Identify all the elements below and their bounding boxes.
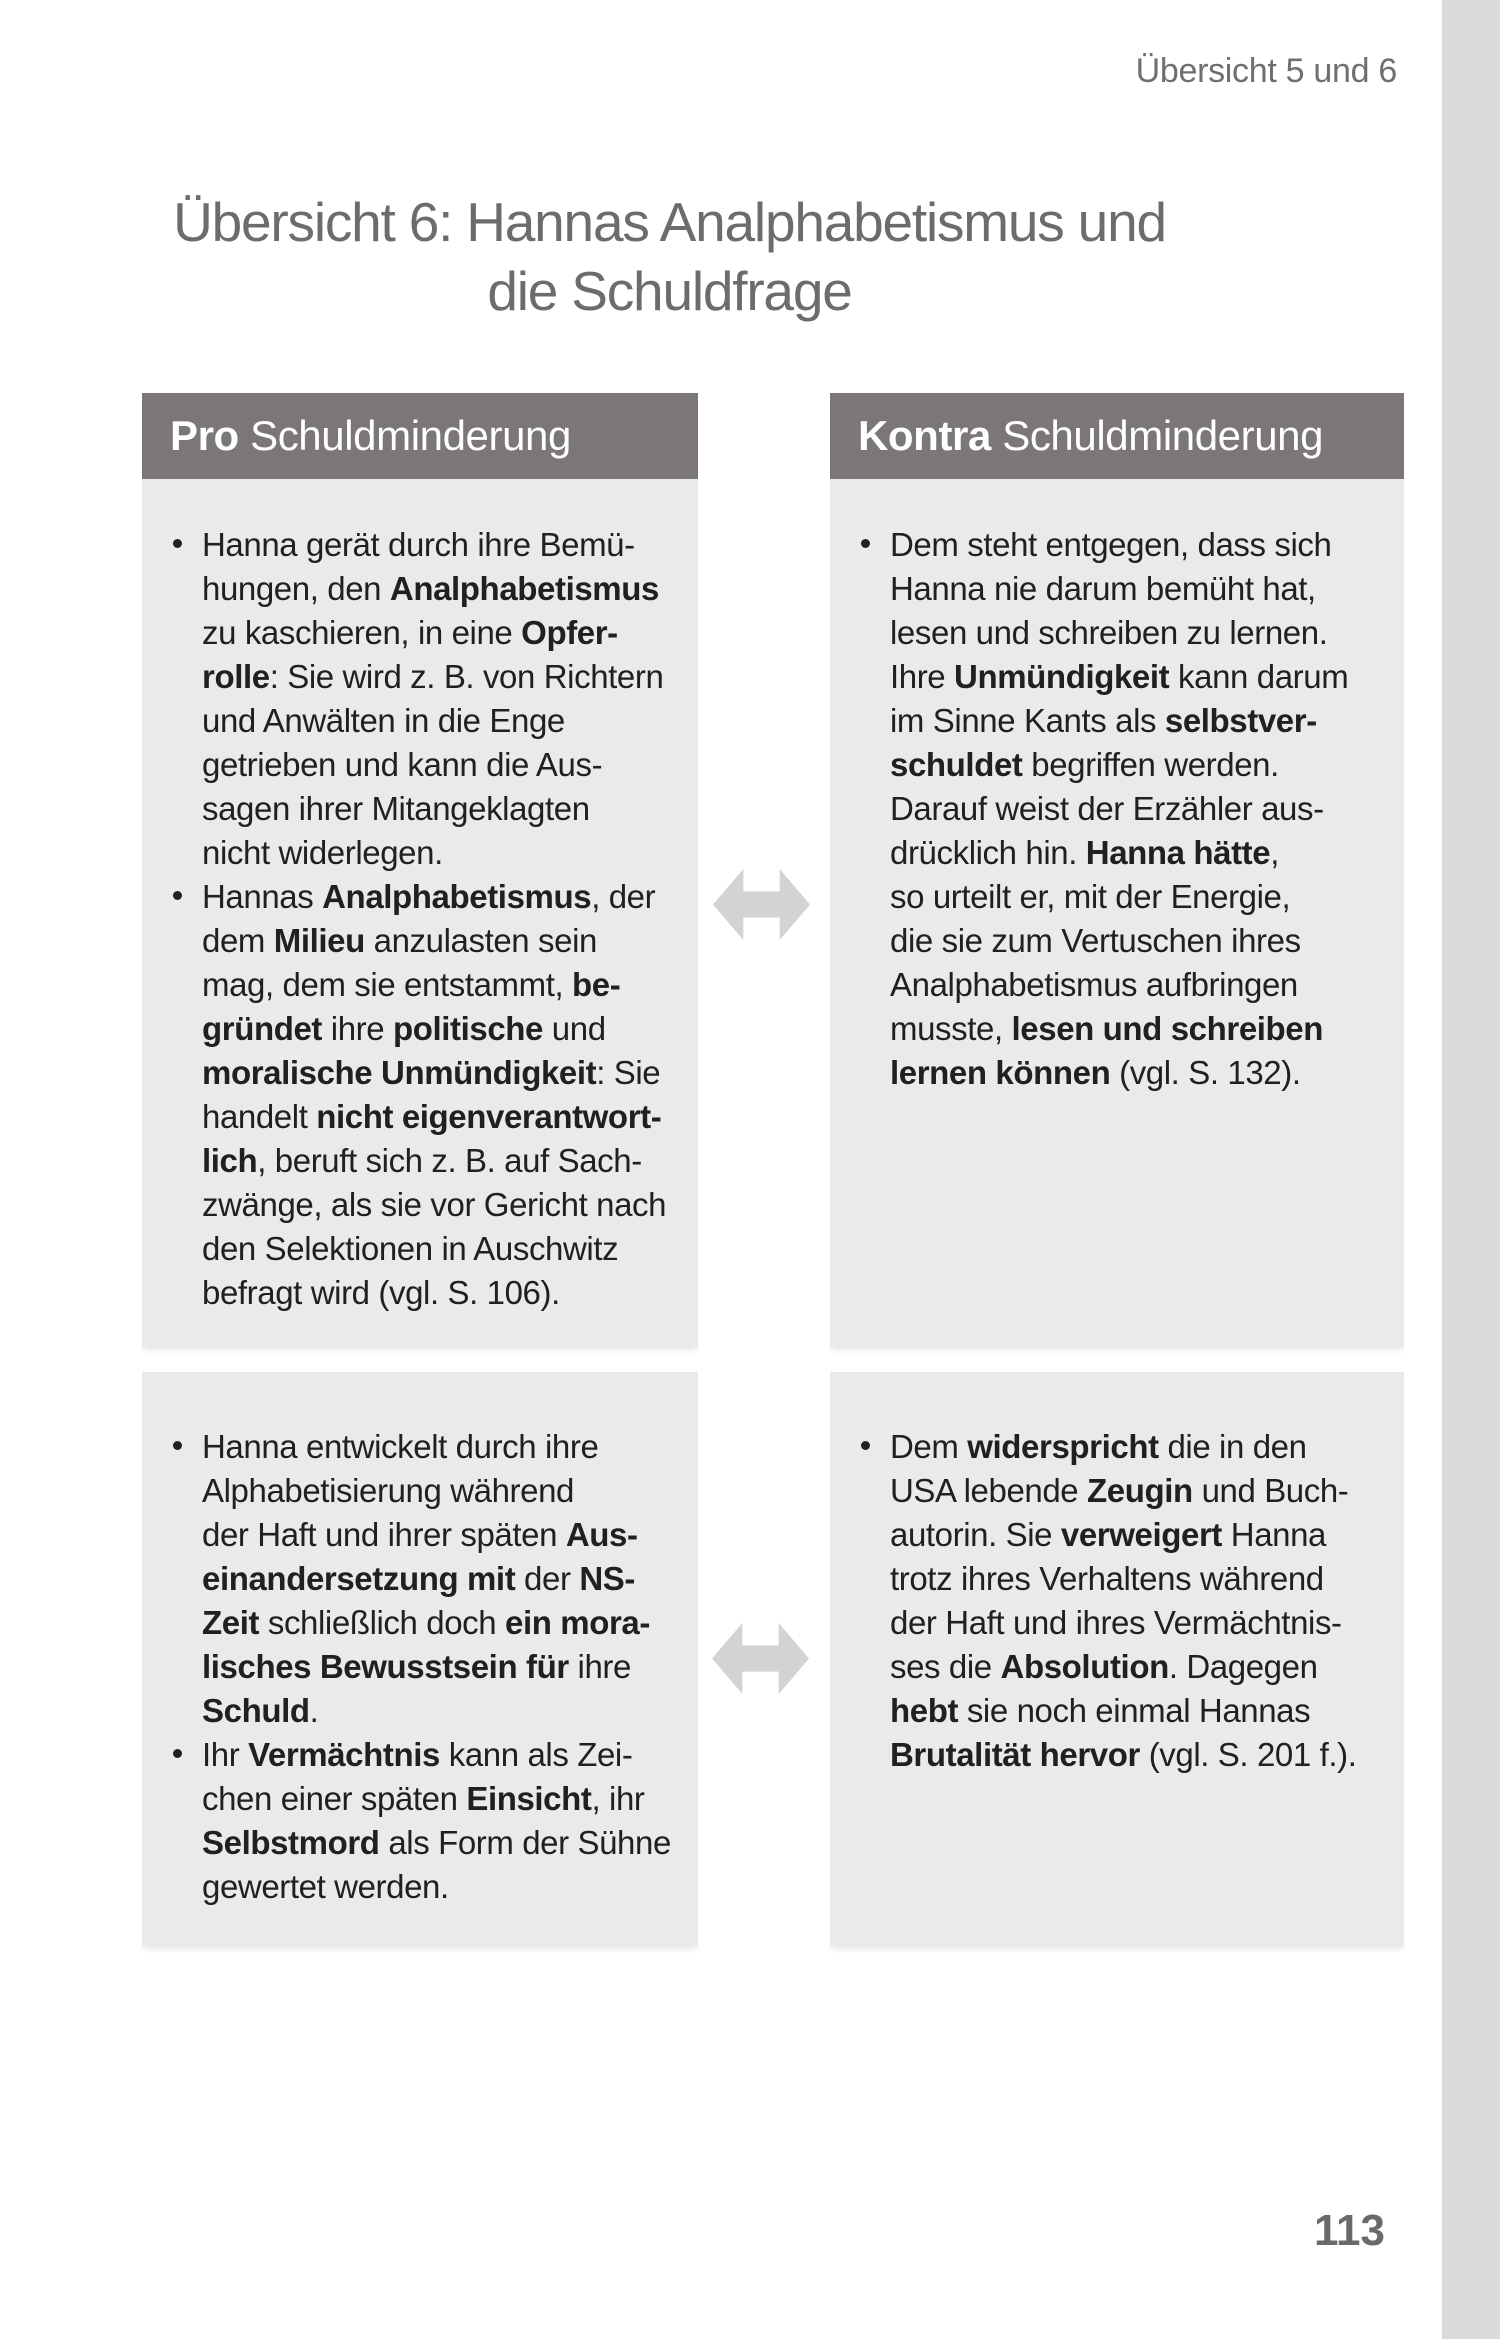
bullet-item: Ihr Vermächtnis kann als Zei- chen einer späten Einsicht, ihr Selbstmord als Form der Sühne gewertet werden. — [170, 1733, 684, 1909]
pro-bottom-box — [142, 1372, 698, 1947]
kontra-bottom-bullet-list — [858, 1425, 1390, 1777]
pro-bottom-bullet-list — [170, 1425, 684, 1909]
kontra-column-header — [830, 393, 1404, 479]
left-right-arrow-icon — [713, 869, 810, 940]
page-edge-strip — [1442, 0, 1500, 2339]
bullet-item: Hanna entwickelt durch ihre Alphabetisierung während der Haft und ihrer späten Aus- einandersetzung mit der NS- Zeit schließlich doch ein mora- lisches Bewusstsein für ihre Schuld. — [170, 1425, 684, 1733]
pro-label-rest: Schuldminderung — [238, 412, 571, 459]
pro-top-bullet-list — [170, 523, 684, 1315]
pro-column-header — [142, 393, 698, 479]
page-title-line1: Übersicht 6: Hannas Analphabetismus und — [173, 191, 1166, 253]
kontra-top-bullet-list — [858, 523, 1390, 1095]
page-title-line2: die Schuldfrage — [487, 260, 852, 322]
kontra-label-bold: Kontra — [858, 412, 991, 459]
bullet-item: Dem widerspricht die in den USA lebende Zeugin und Buch- autorin. Sie verweigert Hanna trotz ihres Verhaltens während der Haft und ihres Vermächtnis- ses die Absolution. Dagegen hebt sie noch einmal Hannas Brutalität hervor (vgl. S. 201 f.). — [858, 1425, 1390, 1777]
pro-top-box — [142, 479, 698, 1348]
kontra-label-rest: Schuldminderung — [990, 412, 1324, 459]
page-number: 113 — [1314, 2206, 1385, 2255]
bullet-item: Dem steht entgegen, dass sich Hanna nie darum bemüht hat, lesen und schreiben zu lernen. Ihre Unmündigkeit kann darum im Sinne Kants als selbstver- schuldet begriffen werden. Darauf weist der Erzähler aus- drücklich hin. Hanna hätte, so urteilt er, mit der Energie, die sie zum Vertuschen ihres Analphabetismus aufbringen musste, lesen und schreiben lernen können (vgl. S. 132). — [858, 523, 1390, 1095]
bullet-item: Hanna gerät durch ihre Bemü- hungen, den Analphabetismus zu kaschieren, in eine Opfer- rolle: Sie wird z. B. von Richtern und Anwälten in die Enge getrieben und kann die Aus- sagen ihrer Mitangeklagten nicht widerlegen. — [170, 523, 684, 875]
kontra-top-box — [830, 479, 1404, 1348]
left-right-arrow-icon — [712, 1623, 809, 1694]
pro-label-bold: Pro — [170, 412, 239, 459]
bullet-item: Hannas Analphabetismus, der dem Milieu anzulasten sein mag, dem sie entstammt, be- gründet ihre politische und moralische Unmündigkeit: Sie handelt nicht eigenverantwort- lich, beruft sich z. B. auf Sach- zwänge, als sie vor Gericht nach den Selektionen in Auschwitz befragt wird (vgl. S. 106). — [170, 875, 684, 1315]
page-title — [142, 188, 1197, 326]
running-header: Übersicht 5 und 6 — [1135, 52, 1397, 90]
kontra-bottom-box — [830, 1372, 1404, 1947]
